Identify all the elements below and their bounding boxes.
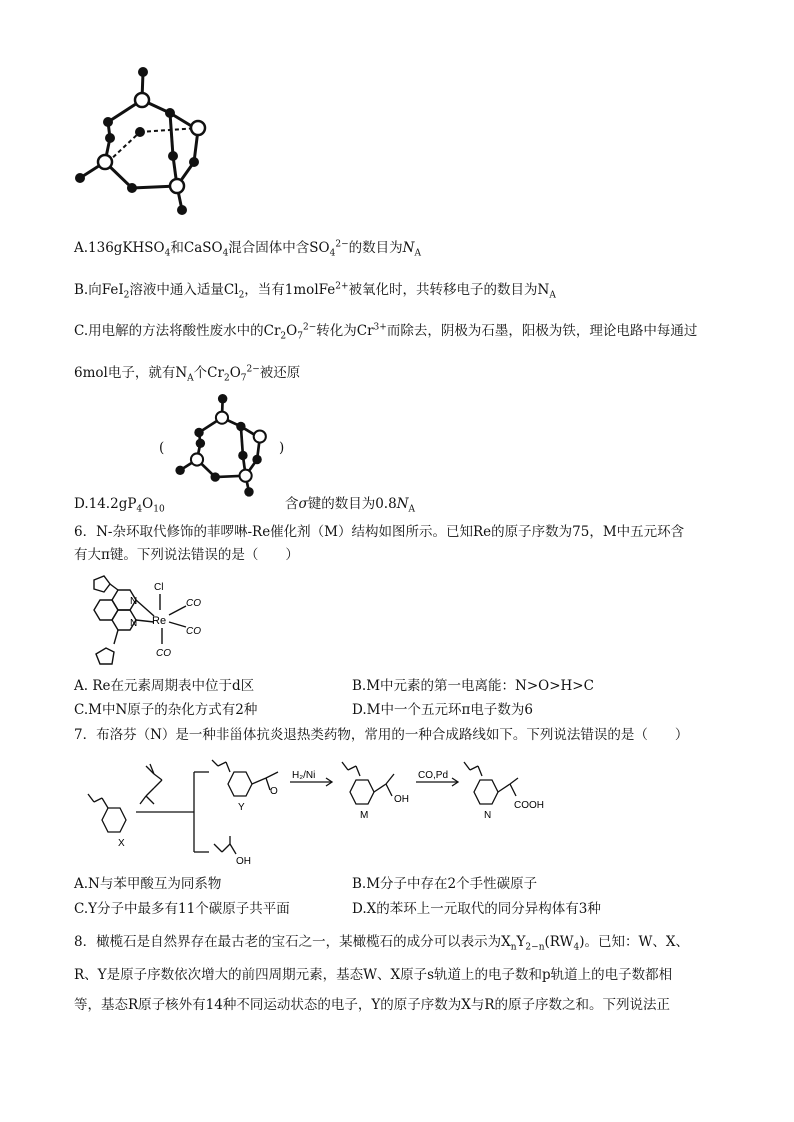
q6-stem-line2: 有大π键。下列说法错误的是（ ） [74,547,299,563]
bracket-left: ( [159,440,165,456]
scheme-label-n: N [484,810,492,821]
q5-option-a[interactable]: A.136gKHSO$_4$和CaSO$_4$混合固体中含$SO_4^{2-}$的数目为$N_A$ [74,239,421,259]
struct-cl: Cl [154,582,164,593]
bracket-right: ) [279,440,285,456]
q5-option-b[interactable]: B.向FeI$_2$溶液中通入适量$Cl_2$，当有1molFe$^{2+}$被氧化时，共转移电子的数目为$N_A$ [74,281,556,301]
q8-stem-line2: R、Y是原子序数依次增大的前四周期元素，基态W、X原子s轨道上的电子数和p轨道上的电子数都相 [74,967,673,983]
q5-option-c-line1[interactable]: C.用电解的方法将酸性废水中的$Cr_2O_7^{2-}$转化为$Cr^{3+}$而除去，阴极为石墨，阳极为铁，理论电路中每通过 [74,322,698,342]
q7-option-d[interactable]: D.X的苯环上一元取代的同分异构体有3种 [352,901,601,917]
q7-option-c[interactable]: C.Y分子中最多有11个碳原子共平面 [74,901,290,917]
q6-stem-line1: 6．N-杂环取代修饰的菲啰啉-Re催化剂（M）结构如图所示。已知Re的原子序数为75，M中五元环含 [74,524,685,540]
scheme-m-oh: OH [394,794,409,805]
q8-stem-line3: 等，基态R原子核外有14种不同运动状态的电子，Y的原子序数为X与R的原子序数之和。下列说法正 [74,997,671,1013]
struct-re: Re [152,615,167,627]
q5-option-d[interactable]: $D.14.2gP_4O_{10}$ [74,496,165,515]
q8-stem-line1: 8．橄榄石是自然界存在最古老的宝石之一，某橄榄石的成分可以表示为$X_nY_{2-n}(RW_4)$。已知：W、X、 [74,934,690,953]
q6-option-b[interactable]: B.M中元素的第一电离能：N>O>H>C [352,678,594,694]
p4o10-structure-figure-2 [172,392,276,500]
q7-stem: 7．布洛芬（N）是一种非甾体抗炎退热类药物，常用的一种合成路线如下。下列说法错误的是（ ） [74,727,689,743]
scheme-label-m: M [360,810,369,821]
struct-co2: CO [186,626,201,637]
scheme-reagent-copd: CO,Pd [418,770,449,781]
ibuprofen-synthesis-scheme [74,752,574,867]
q6-option-a[interactable]: A. Re在元素周期表中位于d区 [74,678,255,694]
q7-option-a[interactable]: A.N与苯甲酸互为同系物 [74,876,222,892]
scheme-cooh: COOH [514,800,544,811]
scheme-reagent-h2ni: H₂/Ni [292,770,316,781]
q6-option-d[interactable]: D.M中一个五元环π电子数为6 [352,702,533,718]
q5-option-d-tail: 含σ键的数目为$0.8N_A$ [285,496,416,515]
scheme-ketone-o: O [270,786,278,797]
q5-option-c-line2: 6mol电子，就有$N_A$个$Cr_2O_7^{2-}$被还原 [74,364,301,384]
scheme-label-y: Y [238,802,245,813]
struct-n1: N [130,596,138,607]
struct-co1: CO [186,598,201,609]
struct-co3: CO [156,648,171,659]
q7-option-b[interactable]: B.M分子中存在2个手性碳原子 [352,876,538,892]
p4o10-structure-figure-1 [70,62,220,222]
struct-n2: N [130,618,138,629]
re-catalyst-structure [74,572,224,672]
q6-option-c[interactable]: C.M中N原子的杂化方式有2种 [74,702,258,718]
scheme-label-x: X [118,838,125,849]
scheme-acid-oh: OH [236,856,251,867]
